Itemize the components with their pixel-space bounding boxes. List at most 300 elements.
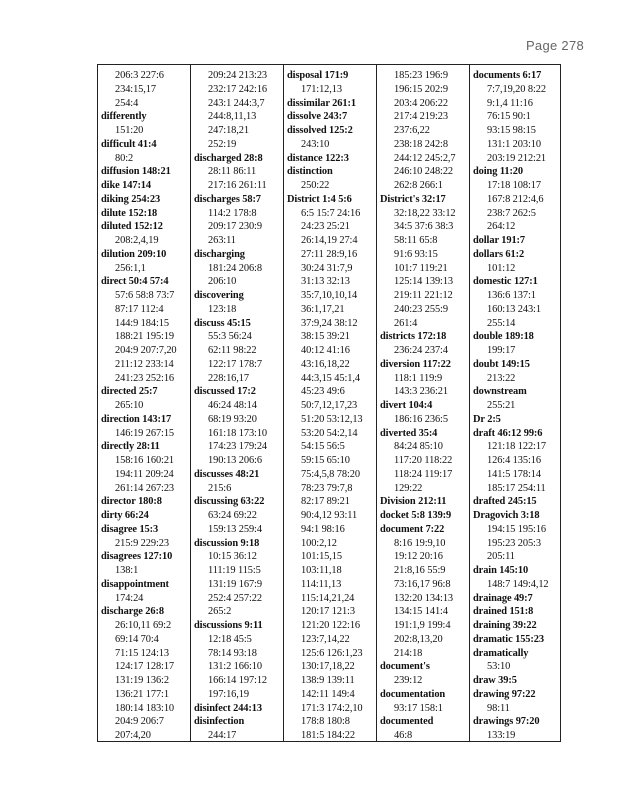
index-term: doing 11:20: [473, 166, 524, 178]
index-page-refs: 51:20 53:12,13: [301, 413, 363, 425]
index-page-refs: 142:11 149:4: [301, 688, 355, 700]
index-term: diversion 117:22: [380, 358, 451, 370]
index-page-refs: 194:11 209:24: [115, 468, 174, 480]
index-page-refs: 91:6 93:15: [394, 248, 438, 260]
index-page-refs: 166:14 197:12: [208, 675, 268, 686]
index-term: Division 212:11: [380, 496, 447, 508]
index-entry: [377, 509, 469, 523]
index-column-3: [283, 65, 376, 741]
index-term: dollar 191:7: [473, 235, 526, 246]
index-term: dilution 209:10: [101, 248, 167, 260]
index-entry: [191, 619, 283, 702]
index-page-refs: 186:16 236:5: [394, 413, 448, 425]
index-entry: [470, 358, 560, 386]
index-page-refs: 114:11,13: [301, 578, 342, 590]
index-entry: [98, 165, 190, 179]
index-entry: [470, 715, 560, 741]
index-page-refs: 256:1,1: [115, 262, 146, 274]
index-page-refs: 117:20 118:22: [394, 455, 453, 466]
index-term: District 1:4 5:6: [287, 193, 352, 205]
index-entry: [191, 152, 283, 193]
index-term: dilute 152:18: [101, 207, 158, 219]
index-entry: [470, 647, 560, 675]
index-term: discussing 63:22: [194, 496, 265, 508]
index-term: divert 104:4: [380, 400, 433, 411]
index-page-refs: 255:14: [487, 317, 516, 329]
index-entry: [470, 427, 560, 496]
index-page-refs: 136:6 137:1: [487, 290, 536, 301]
index-column-1: [97, 65, 190, 741]
index-entry: [470, 330, 560, 358]
index-page-refs: 199:17: [487, 345, 516, 356]
index-page-refs: 204:9 206:7: [115, 716, 164, 728]
index-page-refs: 125:6 126:1,23: [301, 647, 363, 659]
index-page-refs: 101:12: [487, 262, 516, 274]
index-term: dissolved 125:2: [287, 125, 353, 136]
index-entry: [470, 619, 560, 633]
index-page-refs: 138:1: [115, 565, 139, 576]
index-term: document 7:22: [380, 523, 445, 535]
index-term: difficult 41:4: [101, 138, 157, 150]
index-page-refs: 44:3,15 45:1,4: [301, 372, 360, 384]
index-entry: [284, 124, 376, 152]
index-page-refs: 228:16,17: [208, 372, 249, 384]
index-term: discussed 17:2: [194, 386, 256, 398]
index-term: draining 39:22: [473, 620, 537, 631]
index-page-refs: 151:20: [115, 125, 144, 136]
index-page-refs: 144:9 184:15: [115, 317, 169, 329]
index-term: discharging: [194, 248, 245, 260]
index-page-refs: 76:15 90:1: [487, 111, 531, 123]
index-entry: [470, 69, 560, 165]
index-page-refs: 206:3 227:6: [115, 70, 164, 81]
index-entry: [191, 248, 283, 289]
index-term: disinfection: [194, 716, 245, 728]
index-term: dramatic 155:23: [473, 633, 544, 645]
index-term: dirty 66:24: [101, 510, 149, 521]
index-term: discussions 9:11: [194, 620, 263, 631]
index-entry: [377, 715, 469, 741]
index-term: direct 50:4 57:4: [101, 276, 169, 288]
index-entry: [98, 523, 190, 551]
index-page-refs: 103:11,18: [301, 565, 342, 576]
index-page-refs: 261:4: [394, 317, 418, 329]
index-term: draw 39:5: [473, 675, 517, 686]
index-page-refs: 114:2 178:8: [208, 207, 257, 219]
index-page-refs: 46:24 48:14: [208, 400, 257, 411]
index-page-refs: 188:21 195:19: [115, 331, 175, 343]
index-term: discharges 58:7: [194, 193, 261, 205]
index-page-refs: 53:10: [487, 661, 511, 673]
index-page-refs: 243:1 244:3,7: [208, 97, 265, 109]
index-page-refs: 238:18 242:8: [394, 138, 448, 150]
index-page-refs: 206:10: [208, 276, 237, 288]
index-page-refs: 252:4 257:22: [208, 592, 262, 604]
index-term: documents 6:17: [473, 70, 542, 81]
index-term: dollars 61:2: [473, 248, 525, 260]
index-page-refs: 6:5 15:7 24:16: [301, 207, 361, 219]
index-term: discovering: [194, 290, 244, 301]
index-page-refs: 214:18: [394, 647, 423, 659]
index-page-refs: 240:23 255:9: [394, 303, 448, 315]
index-term: diking 254:23: [101, 193, 161, 205]
index-term: double 189:18: [473, 331, 534, 343]
index-page-refs: 209:24 213:23: [208, 70, 268, 81]
index-term: documented: [380, 716, 434, 728]
index-page-refs: 161:18 173:10: [208, 427, 268, 439]
index-page-refs: 244:17: [208, 730, 237, 741]
index-page-refs: 71:15 124:13: [115, 647, 169, 659]
index-page-refs: 19:12 20:16: [394, 551, 443, 563]
index-page-refs: 131:1 203:10: [487, 138, 541, 150]
index-entry: [284, 193, 376, 741]
index-page-refs: 21:8,16 55:9: [394, 565, 446, 576]
index-page-refs: 62:11 98:22: [208, 345, 257, 356]
index-page-refs: 35:7,10,10,14: [301, 290, 358, 301]
index-entry: [470, 495, 560, 509]
index-column-5: [469, 65, 561, 741]
index-term: documentation: [380, 688, 446, 700]
index-page-refs: 63:24 69:22: [208, 510, 257, 521]
index-term: disinfect 244:13: [194, 702, 262, 714]
index-entry: [98, 495, 190, 509]
index-page-refs: 69:14 70:4: [115, 633, 159, 645]
index-entry: [470, 275, 560, 330]
index-entry: [377, 193, 469, 331]
index-page-refs: 24:23 25:21: [301, 221, 350, 233]
index-page-refs: 73:16,17 96:8: [394, 578, 451, 590]
index-page-refs: 40:12 41:16: [301, 345, 350, 356]
index-page-refs: 55:3 56:24: [208, 331, 252, 343]
index-entry: [191, 193, 283, 248]
index-term: diverted 35:4: [380, 427, 438, 439]
index-page-refs: 134:15 141:4: [394, 606, 448, 618]
index-entry: [470, 413, 560, 427]
index-page-refs: 121:20 122:16: [301, 620, 361, 631]
index-page-refs: 174:23 179:24: [208, 441, 268, 453]
index-entry: [470, 509, 560, 564]
index-page-refs: 263:11: [208, 235, 236, 246]
index-page-refs: 181:24 206:8: [208, 262, 262, 274]
index-page-refs: 27:11 28:9,16: [301, 248, 358, 260]
index-page-refs: 50:7,12,17,23: [301, 400, 358, 411]
index-page-refs: 148:7 149:4,12: [487, 578, 549, 590]
index-page-refs: 244:8,11,13: [208, 111, 257, 123]
index-page-refs: 197:16,19: [208, 688, 249, 700]
index-term: document's: [380, 661, 430, 673]
index-page-refs: 78:14 93:18: [208, 647, 257, 659]
index-term: distance 122:3: [287, 152, 349, 164]
index-page-refs: 265:10: [115, 400, 144, 411]
index-entry: [98, 413, 190, 441]
index-page-refs: 208:2,4,19: [115, 235, 159, 246]
index-page-refs: 262:8 266:1: [394, 180, 443, 191]
index-term: Dr 2:5: [473, 413, 501, 425]
index-page-refs: 57:6 58:8 73:7: [115, 290, 175, 301]
index-entry: [470, 165, 560, 234]
index-page-refs: 217:4 219:23: [394, 111, 448, 123]
index-entry: [470, 564, 560, 592]
index-page-refs: 101:7 119:21: [394, 262, 448, 274]
index-page-refs: 59:15 65:10: [301, 455, 350, 466]
index-entry: [470, 605, 560, 619]
index-term: discharged 28:8: [194, 152, 263, 164]
index-entry: [470, 385, 560, 413]
index-term: drafted 245:15: [473, 496, 537, 508]
index-entry: [98, 605, 190, 741]
index-entry: [377, 69, 469, 193]
index-page-refs: 215:6: [208, 482, 232, 494]
index-page-refs: 203:19 212:21: [487, 152, 547, 164]
index-page-refs: 264:12: [487, 221, 516, 233]
index-entry: [377, 495, 469, 509]
index-page-refs: 58:11 65:8: [394, 235, 438, 246]
index-page-refs: 131:2 166:10: [208, 661, 262, 673]
index-page-refs: 84:24 85:10: [394, 441, 443, 453]
index-page-refs: 171:3 174:2,10: [301, 702, 363, 714]
index-page-refs: 196:15 202:9: [394, 83, 448, 95]
index-page-refs: 141:5 178:14: [487, 468, 541, 480]
index-page-refs: 204:9 207:7,20: [115, 345, 177, 356]
index-page-refs: 31:13 32:13: [301, 276, 350, 288]
index-page-refs: 34:5 37:6 38:3: [394, 221, 454, 233]
index-page-refs: 124:17 128:17: [115, 661, 175, 673]
index-page-refs: 246:10 248:22: [394, 166, 454, 178]
index-entry: [284, 152, 376, 166]
index-page-refs: 93:15 98:15: [487, 125, 536, 136]
index-entry: [377, 330, 469, 358]
index-term: drawing 97:22: [473, 688, 536, 700]
index-page-refs: 255:21: [487, 400, 516, 411]
index-page-refs: 254:4: [115, 97, 139, 109]
word-index-table: [97, 64, 561, 742]
index-entry: [98, 193, 190, 207]
index-entry: [377, 427, 469, 496]
index-term: disappointment: [101, 578, 169, 590]
index-page-refs: 38:15 39:21: [301, 331, 350, 343]
index-page-refs: 203:4 206:22: [394, 97, 448, 109]
index-page-refs: 191:1,9 199:4: [394, 620, 451, 631]
index-entry: [377, 358, 469, 399]
index-term: disposal 171:9: [287, 70, 349, 81]
index-page-refs: 32:18,22 33:12: [394, 207, 456, 219]
index-term: District's 32:17: [380, 193, 446, 205]
index-term: directed 25:7: [101, 386, 158, 398]
index-page-refs: 80:2: [115, 152, 134, 164]
index-page-refs: 115:14,21,24: [301, 592, 355, 604]
index-page-refs: 237:6,22: [394, 125, 430, 136]
index-entry: [377, 660, 469, 688]
index-page-refs: 131:19 167:9: [208, 578, 262, 590]
index-page-refs: 90:4,12 93:11: [301, 510, 358, 521]
index-entry: [377, 523, 469, 661]
index-page-refs: 93:17 158:1: [394, 702, 443, 714]
index-term: drawings 97:20: [473, 716, 540, 728]
index-column-4: [376, 65, 469, 741]
index-term: direction 143:17: [101, 413, 172, 425]
index-page-refs: 123:7,14,22: [301, 633, 350, 645]
index-entry: [98, 578, 190, 606]
index-page-refs: 138:9 139:11: [301, 675, 355, 686]
index-page-refs: 265:2: [208, 606, 232, 618]
index-entry: [191, 468, 283, 496]
index-page-refs: 46:8: [394, 730, 413, 741]
index-term: downstream: [473, 386, 527, 398]
index-term: Dragovich 3:18: [473, 510, 540, 521]
index-page-refs: 232:17 242:16: [208, 83, 268, 95]
index-page-refs: 207:4,20: [115, 730, 151, 741]
index-page-refs: 243:10: [301, 138, 330, 150]
index-entry: [377, 688, 469, 716]
index-term: draft 46:12 99:6: [473, 427, 543, 439]
index-entry: [284, 165, 376, 193]
index-page-refs: 234:15,17: [115, 83, 156, 95]
index-page-refs: 136:21 177:1: [115, 688, 169, 700]
index-term: diffusion 148:21: [101, 166, 171, 178]
index-page-refs: 121:18 122:17: [487, 441, 547, 453]
index-page-refs: 130:17,18,22: [301, 661, 355, 673]
index-entry: [98, 385, 190, 413]
index-page-refs: 261:14 267:23: [115, 482, 175, 494]
index-page-refs: 171:12,13: [301, 83, 342, 95]
index-page-refs: 211:12 233:14: [115, 358, 174, 370]
index-page-refs: 133:19: [487, 730, 516, 741]
index-page-refs: 98:11: [487, 702, 510, 714]
index-page-refs: 158:16 160:21: [115, 455, 175, 466]
index-entry: [98, 275, 190, 385]
index-entry: [191, 69, 283, 152]
index-term: diluted 152:12: [101, 221, 163, 233]
index-page-refs: 82:17 89:21: [301, 496, 350, 508]
index-term: discuss 45:15: [194, 317, 251, 329]
index-page-refs: 219:11 221:12: [394, 290, 453, 301]
index-page-refs: 143:3 236:21: [394, 386, 448, 398]
index-page-refs: 118:24 119:17: [394, 468, 453, 480]
index-entry: [191, 495, 283, 536]
index-page-refs: 160:13 243:1: [487, 303, 541, 315]
index-page-refs: 43:16,18,22: [301, 358, 350, 370]
index-page-refs: 68:19 93:20: [208, 413, 257, 425]
index-entry: [284, 97, 376, 111]
index-column-2: [190, 65, 283, 741]
index-entry: [470, 234, 560, 248]
index-term: disagrees 127:10: [101, 551, 173, 563]
index-term: docket 5:8 139:9: [380, 510, 452, 521]
index-page-refs: 17:18 108:17: [487, 180, 541, 191]
index-entry: [470, 633, 560, 647]
index-page-refs: 247:18,21: [208, 125, 249, 136]
index-entry: [98, 509, 190, 523]
index-page-refs: 131:19 136:2: [115, 675, 169, 686]
index-page-refs: 122:17 178:7: [208, 358, 262, 370]
index-page-refs: 126:4 135:16: [487, 455, 541, 466]
index-page-refs: 7:7,19,20 8:22: [487, 83, 546, 95]
index-entry: [98, 220, 190, 248]
index-page-refs: 238:7 262:5: [487, 207, 536, 219]
index-entry: [98, 440, 190, 495]
index-page-refs: 239:12: [394, 675, 423, 686]
index-term: districts 172:18: [380, 331, 447, 343]
index-page-refs: 209:17 230:9: [208, 221, 262, 233]
index-page-refs: 174:24: [115, 592, 144, 604]
index-page-refs: 129:22: [394, 482, 423, 494]
index-page-refs: 252:19: [208, 138, 237, 150]
index-page-refs: 202:8,13,20: [394, 633, 443, 645]
index-term: directly 28:11: [101, 441, 160, 453]
index-term: drain 145:10: [473, 565, 529, 576]
index-entry: [191, 537, 283, 620]
index-page-refs: 54:15 56:5: [301, 441, 345, 453]
index-page-refs: 94:1 98:16: [301, 523, 345, 535]
index-page-refs: 215:9 229:23: [115, 537, 169, 549]
index-term: director 180:8: [101, 496, 162, 508]
index-page-refs: 217:16 261:11: [208, 180, 267, 191]
index-page-refs: 75:4,5,8 78:20: [301, 468, 360, 480]
index-entry: [191, 702, 283, 716]
index-page-refs: 125:14 139:13: [394, 276, 454, 288]
index-page-refs: 146:19 267:15: [115, 427, 175, 439]
index-page-refs: 244:12 245:2,7: [394, 152, 456, 164]
index-page-refs: 250:22: [301, 180, 330, 191]
index-entry: [98, 110, 190, 138]
page-number: Page 278: [525, 38, 584, 53]
index-term: domestic 127:1: [473, 276, 538, 288]
index-entry: [284, 69, 376, 97]
index-entry: [284, 110, 376, 124]
index-page-refs: 53:20 54:2,14: [301, 427, 358, 439]
index-term: dramatically: [473, 647, 529, 659]
index-entry: [470, 592, 560, 606]
index-page-refs: 28:11 86:11: [208, 166, 257, 178]
index-entry: [470, 674, 560, 688]
index-term: discusses 48:21: [194, 468, 260, 480]
index-page-refs: 8:16 19:9,10: [394, 537, 446, 549]
index-page-refs: 159:13 259:4: [208, 523, 262, 535]
index-term: disagree 15:3: [101, 523, 159, 535]
index-page-refs: 101:15,15: [301, 551, 342, 563]
index-entry: [98, 69, 190, 110]
index-page-refs: 87:17 112:4: [115, 303, 164, 315]
index-page-refs: 181:5 184:22: [301, 730, 355, 741]
index-page-refs: 236:24 237:4: [394, 345, 448, 356]
index-entry: [191, 289, 283, 317]
index-term: discussion 9:18: [194, 537, 260, 549]
index-page-refs: 205:11: [487, 551, 515, 563]
index-page-refs: 185:23 196:9: [394, 70, 448, 81]
index-page-refs: 194:15 195:16: [487, 523, 547, 535]
index-page-refs: 123:18: [208, 303, 237, 315]
index-entry: [98, 207, 190, 221]
index-page-refs: 241:23 252:16: [115, 372, 175, 384]
index-term: dissimilar 261:1: [287, 97, 356, 109]
index-entry: [98, 248, 190, 276]
index-page-refs: 111:19 115:5: [208, 565, 261, 576]
index-term: doubt 149:15: [473, 358, 530, 370]
index-page-refs: 178:8 180:8: [301, 716, 350, 728]
index-page-refs: 132:20 134:13: [394, 592, 454, 604]
index-page-refs: 213:22: [487, 372, 516, 384]
index-entry: [98, 550, 190, 578]
index-page-refs: 36:1,17,21: [301, 303, 345, 315]
index-page-refs: 100:2,12: [301, 537, 337, 549]
index-entry: [191, 317, 283, 386]
index-page-refs: 10:15 36:12: [208, 551, 257, 563]
index-page-refs: 185:17 254:11: [487, 482, 546, 494]
index-page-refs: 12:18 45:5: [208, 633, 252, 645]
index-page-refs: 45:23 49:6: [301, 386, 345, 398]
index-page-refs: 26:14,19 27:4: [301, 235, 358, 246]
index-page-refs: 9:1,4 11:16: [487, 97, 533, 109]
